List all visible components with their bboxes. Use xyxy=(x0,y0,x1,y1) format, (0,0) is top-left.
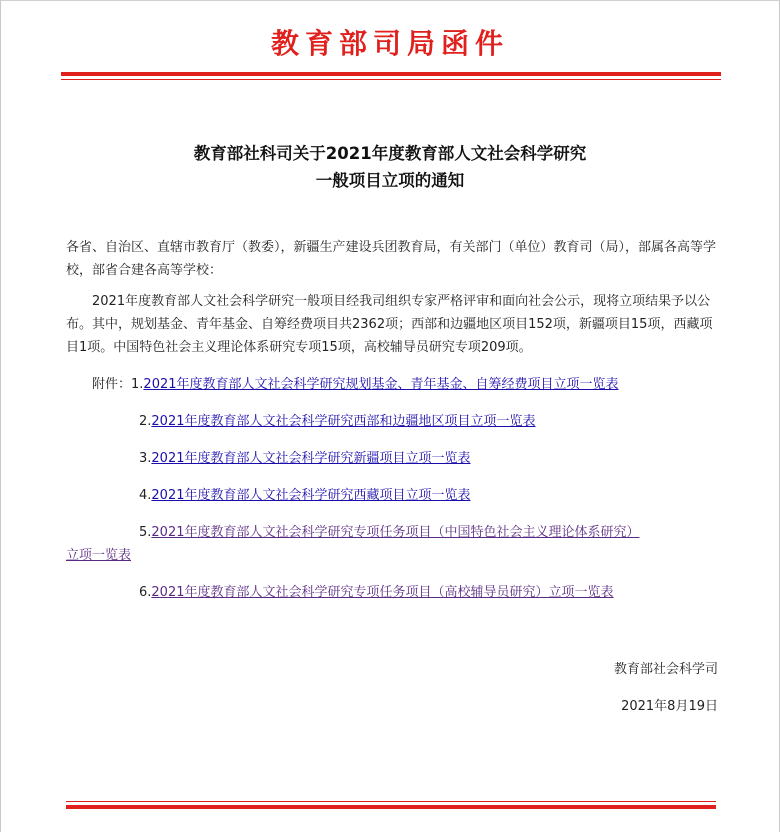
attachment-link-4[interactable]: 2021年度教育部人文社会科学研究西藏项目立项一览表 xyxy=(151,488,471,503)
masthead-rule-thick xyxy=(61,72,721,76)
attachment-link-2[interactable]: 2021年度教育部人文社会科学研究西部和边疆地区项目立项一览表 xyxy=(151,414,536,429)
attachment-number: 1. xyxy=(131,377,144,392)
attachments-label: 附件： xyxy=(92,377,132,392)
attachments-list xyxy=(66,373,718,604)
attachment-link-3[interactable]: 2021年度教育部人文社会科学研究新疆项目立项一览表 xyxy=(151,451,471,466)
attachment-number: 5. xyxy=(139,525,152,540)
attachment-item-2 xyxy=(66,410,718,433)
notice-title xyxy=(0,140,780,194)
attachment-link-5[interactable]: 2021年度教育部人文社会科学研究专项任务项目（中国特色社会主义理论体系研究） xyxy=(151,525,640,540)
masthead-title: 教育部司局函件 xyxy=(270,27,509,60)
signature: 教育部社会科学司 xyxy=(613,662,718,677)
attachment-number: 3. xyxy=(139,451,152,466)
footer-rule-thin xyxy=(66,801,716,802)
body-paragraph: 2021年度教育部人文社会科学研究一般项目经我司组织专家严格评审和面向社会公示，现将立项结果予以公布。其中，规划基金、青年基金、自筹经费项目共2362项；西部和边疆地区项目152项，新疆项目15项，西藏项目1项。中国特色社会主义理论体系研究专项15项，高校辅导员研究专项209项。 xyxy=(66,294,713,355)
attachment-number: 6. xyxy=(139,585,152,600)
attachment-number: 4. xyxy=(139,488,152,503)
attachment-item-3 xyxy=(66,447,718,470)
attachment-item-1 xyxy=(66,373,718,396)
notice-title-line1: 教育部社科司关于2021年度教育部人文社会科学研究 xyxy=(193,144,587,163)
masthead-rule-thin xyxy=(61,79,721,80)
attachment-item-4 xyxy=(66,484,718,507)
attachment-item-6 xyxy=(66,581,718,604)
salutation: 各省、自治区、直辖市教育厅（教委），新疆生产建设兵团教育局，有关部门（单位）教育司（局），部属各高等学校，部省合建各高等学校： xyxy=(66,240,717,278)
attachment-link-1[interactable]: 2021年度教育部人文社会科学研究规划基金、青年基金、自筹经费项目立项一览表 xyxy=(143,377,619,392)
attachment-link-6[interactable]: 2021年度教育部人文社会科学研究专项任务项目（高校辅导员研究）立项一览表 xyxy=(151,585,614,600)
date: 2021年8月19日 xyxy=(621,699,718,714)
footer-rule-thick xyxy=(66,805,716,809)
attachment-number: 2. xyxy=(139,414,152,429)
notice-title-line2: 一般项目立项的通知 xyxy=(315,171,465,190)
attachment-link-5-continuation[interactable]: 立项一览表 xyxy=(66,548,132,563)
attachment-item-5 xyxy=(66,521,718,567)
notice-content xyxy=(66,236,718,618)
